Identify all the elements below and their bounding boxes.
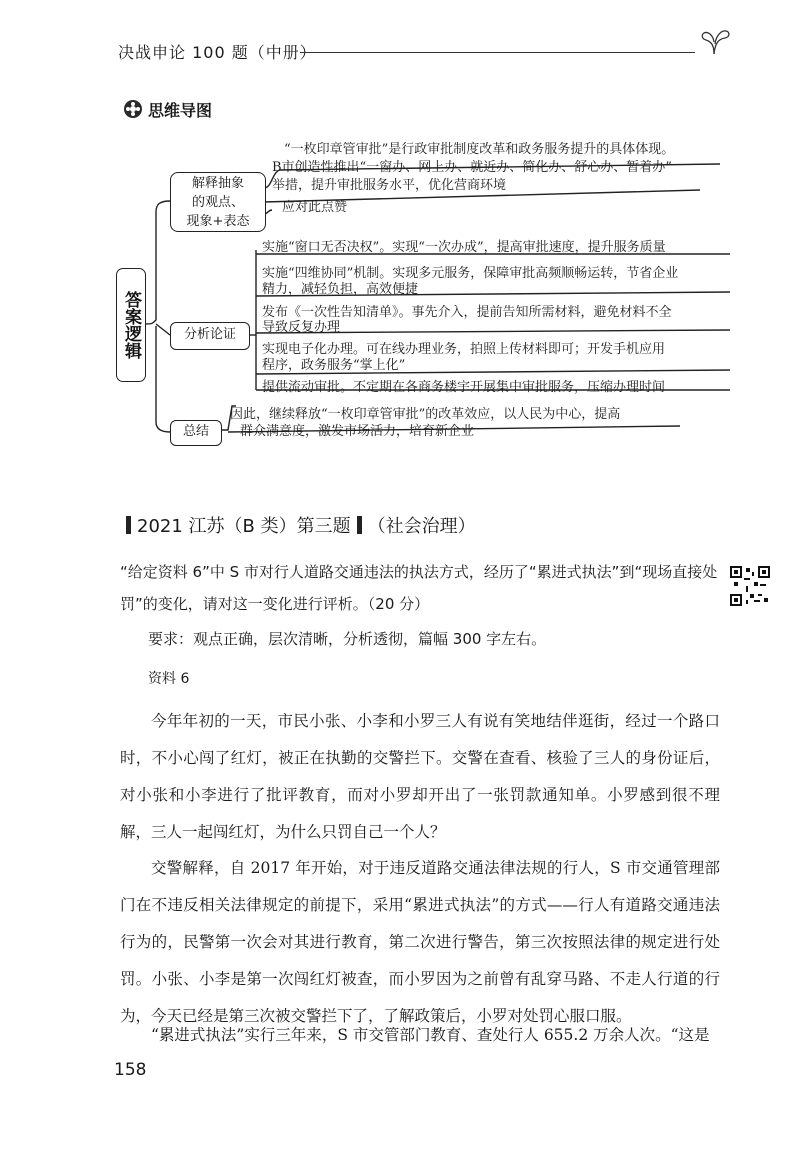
running-header-title: 决战申论 100 题（中册） (118, 43, 317, 62)
mindmap-node-explain (170, 172, 266, 232)
material-paragraph: 交警解释，自 2017 年开始，对于违反道路交通法律法规的行人，S 市交通管理部门在不违反相关法律规定的前提下，采用“累进式执法”的方式——行人有道路交通违法行为的，民警第一次会对其进行教育，第二次进行警告，第三次按照法律的规定进行处罚。小张、小李是第一次闯红灯被查，而小罗因为之前曾有乱穿马路、不走人行道的行为，今天已经是第三次被交警拦下了，了解政策后，小罗对处罚心服口服。 (120, 859, 720, 1025)
node3-text-line: 因此，继续释放“一枚印章管审批”的改革效应，以人民为中心，提高 (230, 407, 621, 422)
material-label: 资料 6 (148, 671, 190, 687)
node-line: 解释抽象 (191, 175, 244, 191)
node2-item: 实施“窗口无否决权”。实现“一次办成”，提高审批速度，提升服务质量 (262, 240, 666, 255)
node3-text-line: 群众满意度，激发市场活力，培育新企业 (240, 424, 475, 439)
node1-text-line: 应对此点赞 (282, 200, 348, 215)
mindmap-node-analysis: 分析论证 (170, 322, 250, 350)
node-line: 现象+表态 (186, 213, 250, 229)
heading-bar (357, 516, 362, 534)
node-line: 的观点、 (191, 194, 244, 210)
mindmap-root-node: 答案逻辑 (116, 268, 146, 382)
question-requirement: 要求：观点正确，层次清晰，分析透彻，篇幅 300 字左右。 (148, 630, 547, 648)
node2-item: 提供流动审批。不定期在各商务楼宇开展集中审批服务，压缩办理时间 (262, 380, 666, 395)
qr-code-icon[interactable] (730, 566, 770, 606)
node2-item: 实施“四维协同”机制。实现多元服务，保障审批高频顺畅运转，节省企业 (262, 266, 679, 281)
node2-item: 程序，政务服务“掌上化” (262, 358, 406, 373)
page-number: 158 (114, 1060, 147, 1080)
question-prompt: “给定资料 6”中 S 市对行人道路交通违法的执法方式，经历了“累进式执法”到“现场直接处罚”的变化，请对这一变化进行评析。（20 分） (120, 563, 718, 613)
question-heading-main: 2021 江苏（B 类）第三题 (137, 516, 351, 537)
material-paragraph: 今年年初的一天，市民小张、小李和小罗三人有说有笑地结伴逛街，经过一个路口时，不小心闯了红灯，被正在执勤的交警拦下。交警在查看、核验了三人的身份证后，对小张和小李进行了批评教育，而对小罗却开出了一张罚款通知单。小罗感到很不理解，三人一起闯红灯，为什么只罚自己一个人？ (120, 712, 720, 841)
node2-item: 发布《一次性告知清单》。事先介入，提前告知所需材料，避免材料不全 (262, 305, 672, 320)
node1-text-line: 举措，提升审批服务水平，优化营商环境 (272, 178, 507, 193)
node2-item: 实现电子化办理。可在线办理业务，拍照上传材料即可；开发手机应用 (262, 342, 666, 357)
mindmap-section-title: 思维导图 (148, 101, 213, 120)
node2-item: 精力，减轻负担，高效便捷 (262, 282, 419, 297)
node1-text-line: B市创造性推出“一窗办、网上办、就近办、简化办、舒心办、暂着办” (272, 160, 672, 175)
heading-bar (126, 516, 131, 534)
question-heading (120, 512, 476, 538)
question-heading-sub: （社会治理） (367, 516, 476, 537)
material-paragraph: “累进式执法”实行三年来，S 市交管部门教育、查处行人 655.2 万余人次。“这是 (151, 1026, 710, 1044)
node1-text-line: “一枚印章管审批”是行政审批制度改革和政务服务提升的具体体现。 (284, 142, 675, 157)
node2-item: 导致反复办理 (262, 320, 341, 335)
mindmap-node-summary: 总结 (170, 420, 222, 446)
